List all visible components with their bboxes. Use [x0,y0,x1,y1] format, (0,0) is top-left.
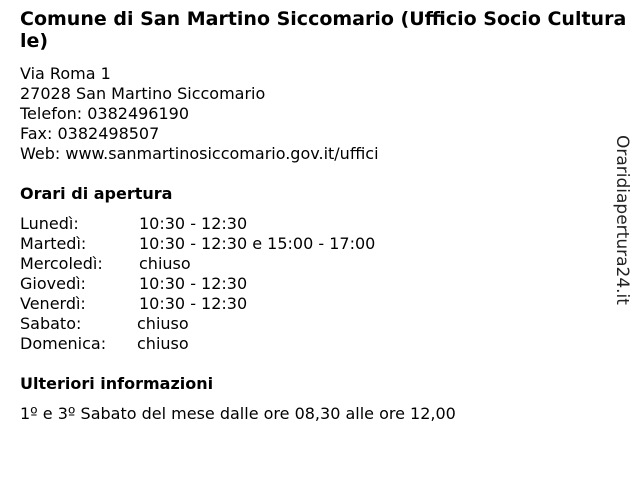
address-fax: Fax: 0382498507 [20,124,160,143]
address-city: 27028 San Martino Siccomario [20,84,266,103]
watermark: Oraridiapertura24.it [612,135,632,305]
day-label: Venerdì: [20,294,86,313]
hours-heading: Orari di apertura [20,184,173,203]
address-block [20,64,379,164]
day-label: Sabato: [20,314,82,333]
day-label: Mercoledì: [20,254,103,273]
info-heading: Ulteriori informazioni [20,374,214,393]
day-label: Martedì: [20,234,87,253]
time-value: 10:30 - 12:30 [139,294,248,313]
day-label: Giovedì: [20,274,86,293]
time-value: chiuso [137,334,189,353]
time-value: chiuso [137,314,189,333]
day-label: Domenica: [20,334,107,353]
address-street: Via Roma 1 [20,64,111,83]
time-value: 10:30 - 12:30 [139,274,248,293]
time-value: 10:30 - 12:30 [139,214,248,233]
time-value: chiuso [139,254,191,273]
info-text: 1º e 3º Sabato del mese dalle ore 08,30 alle ore 12,00 [20,404,456,423]
time-value: 10:30 - 12:30 e 15:00 - 17:00 [139,234,376,253]
day-label: Lunedì: [20,214,79,233]
address-web: Web: www.sanmartinosiccomario.gov.it/uffici [20,144,379,163]
address-phone: Telefon: 0382496190 [20,104,190,123]
page-title: Comune di San Martino Siccomario (Ufficio Socio Culturale) [20,8,627,52]
